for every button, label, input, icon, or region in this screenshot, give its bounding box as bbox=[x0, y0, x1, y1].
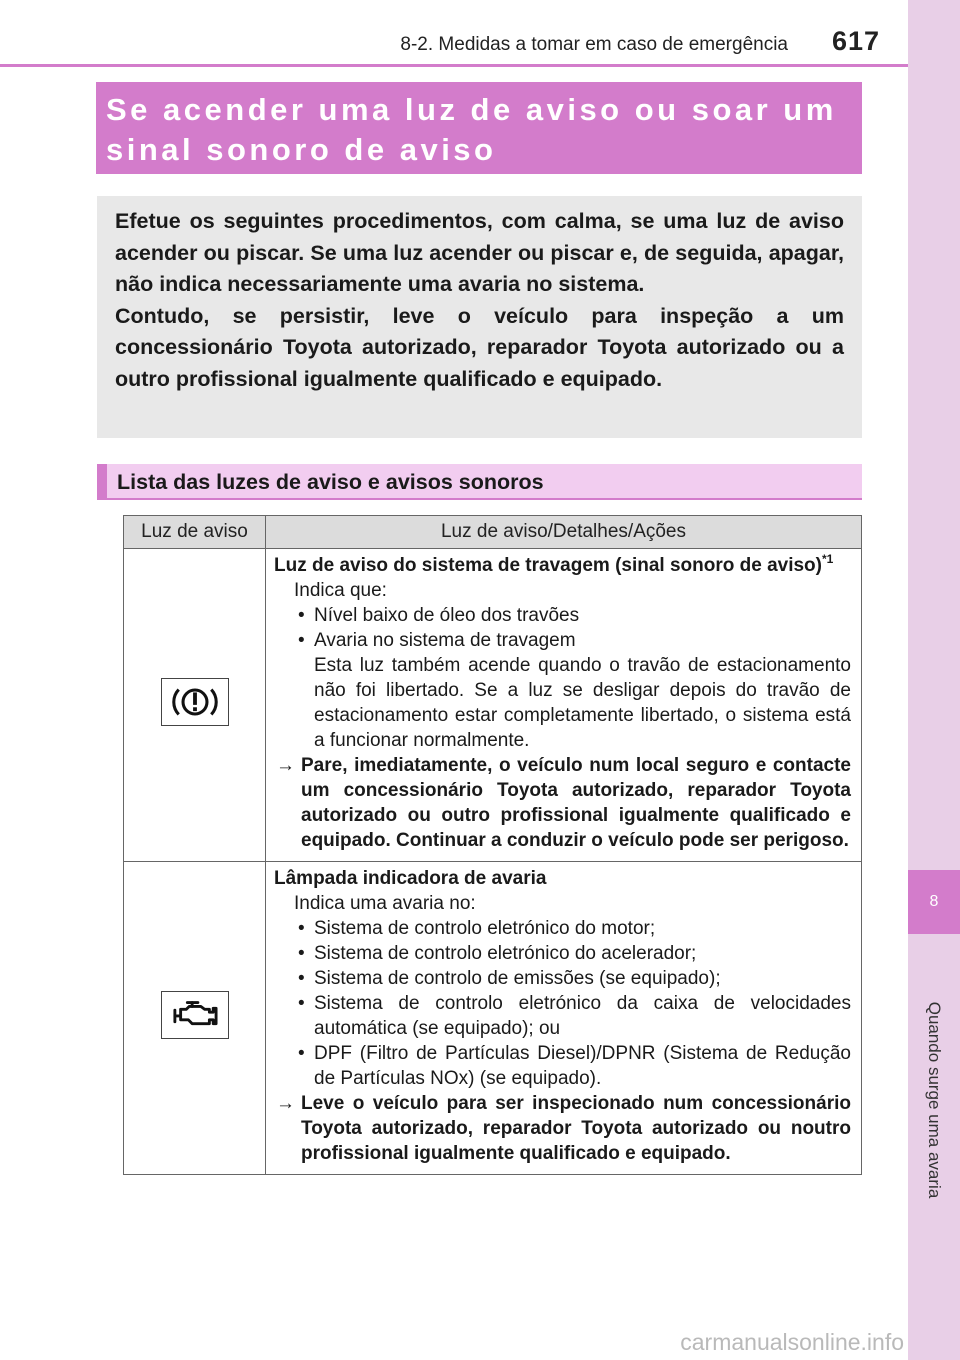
watermark: carmanualsonline.info bbox=[680, 1329, 904, 1355]
row-title bbox=[274, 553, 851, 578]
details-cell bbox=[266, 549, 862, 862]
engine-malfunction-icon bbox=[161, 991, 229, 1039]
table-row bbox=[124, 862, 862, 1175]
section-heading: Se acender uma luz de aviso ou soar um sinal sonoro de aviso bbox=[106, 92, 837, 167]
indicates-label: Indica que: bbox=[294, 580, 387, 601]
arrow-right-icon: → bbox=[276, 1093, 295, 1114]
chapter-number: 8 bbox=[908, 870, 960, 934]
section-title-box bbox=[96, 82, 862, 174]
chapter-title: Quando surge uma avaria bbox=[925, 1001, 944, 1199]
list-item: • Sistema de controlo eletrónico do motor; bbox=[314, 916, 851, 941]
list-item: • Nível baixo de óleo dos travões bbox=[314, 603, 851, 628]
indicates-label: Indica uma avaria no: bbox=[294, 893, 476, 914]
section-title: 8-2. Medidas a tomar em caso de emergência bbox=[400, 34, 788, 55]
action-body: Pare, imediatamente, o veículo num local seguro e contacte um concessionário Toyota autorizado, reparador Toyota autorizado ou outro profissional igualmente qualificado e equipado. Continuar a conduzir o veículo pode ser perigoso. bbox=[301, 755, 851, 851]
warning-lights-table bbox=[123, 515, 862, 1175]
brake-warning-icon bbox=[161, 678, 229, 726]
action-text bbox=[276, 1091, 851, 1166]
footnote-mark: *1 bbox=[822, 552, 834, 566]
column-header-light: Luz de aviso bbox=[124, 516, 266, 549]
intro-paragraph-2: Contudo, se persistir, leve o veículo para inspeção a um concessionário Toyota autorizado, reparador Toyota autorizado ou a outro profissional igualmente qualificado e equipado. bbox=[115, 303, 844, 391]
intro-box bbox=[97, 196, 862, 438]
page-header bbox=[0, 0, 908, 62]
note-text: Esta luz também acende quando o travão de estacionamento não foi libertado. Se a luz se desligar depois do travão de estacionamento estar completamente libertado, o sistema está a funcionar normalmente. bbox=[314, 655, 851, 751]
subsection-title: Lista das luzes de aviso e avisos sonoros bbox=[117, 470, 544, 494]
row-title: Lâmpada indicadora de avaria bbox=[274, 868, 547, 889]
action-body: Leve o veículo para ser inspecionado num concessionário Toyota autorizado, reparador Toyota autorizado ou noutro profissional igualmente qualificado e equipado. bbox=[301, 1093, 851, 1164]
intro-paragraph-1: Efetue os seguintes procedimentos, com calma, se uma luz de aviso acender ou piscar. Se uma luz acender ou piscar e, de seguida, apagar, não indica necessariamente uma avaria no sistema. bbox=[115, 209, 844, 296]
action-text bbox=[276, 753, 851, 853]
icon-cell bbox=[124, 549, 266, 862]
list-item: • Sistema de controlo de emissões (se equipado); bbox=[314, 966, 851, 991]
arrow-right-icon: → bbox=[276, 755, 295, 776]
column-header-details: Luz de aviso/Detalhes/Ações bbox=[266, 516, 862, 549]
subsection-header bbox=[97, 464, 862, 500]
details-cell bbox=[266, 862, 862, 1175]
icon-cell bbox=[124, 862, 266, 1175]
list-item: • Avaria no sistema de travagem bbox=[314, 628, 851, 653]
table-row bbox=[124, 549, 862, 862]
page-number: 617 bbox=[831, 26, 880, 56]
row-title-text: Luz de aviso do sistema de travagem (sinal sonoro de aviso) bbox=[274, 555, 822, 576]
table-header-row bbox=[124, 516, 862, 549]
list-item: • Sistema de controlo eletrónico da caixa de velocidades automática (se equipado); ou bbox=[314, 991, 851, 1041]
header-rule bbox=[0, 64, 908, 67]
list-item: • Sistema de controlo eletrónico do acelerador; bbox=[314, 941, 851, 966]
list-item: • DPF (Filtro de Partículas Diesel)/DPNR (Sistema de Redução de Partículas NOx) (se equipado). bbox=[314, 1041, 851, 1091]
